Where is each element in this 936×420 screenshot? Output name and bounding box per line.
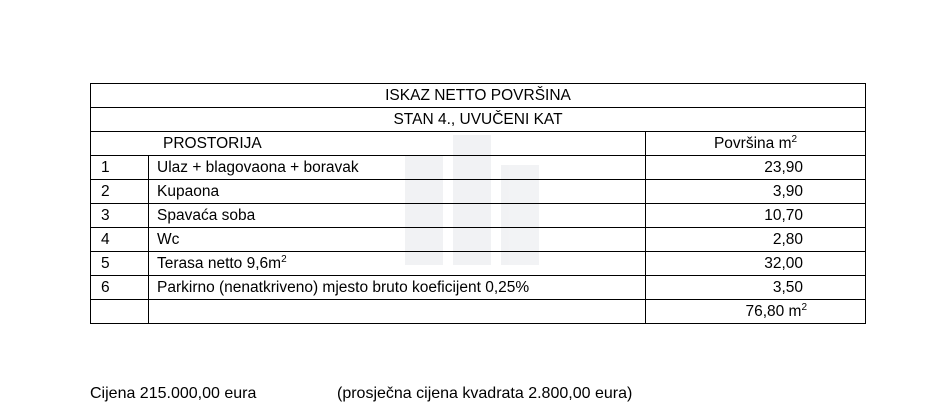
table-row xyxy=(91,180,866,204)
price-text: Cijena 215.000,00 eura xyxy=(90,385,257,402)
row-number: 6 xyxy=(91,276,149,300)
room-area: 10,70 xyxy=(646,204,866,228)
room-area: 3,50 xyxy=(646,276,866,300)
row-number: 2 xyxy=(91,180,149,204)
room-name: Kupaona xyxy=(149,180,646,204)
room-area: 32,00 xyxy=(646,252,866,276)
room-area: 2,80 xyxy=(646,228,866,252)
row-number: 5 xyxy=(91,252,149,276)
table-row xyxy=(91,204,866,228)
table-row xyxy=(91,276,866,300)
row-number: 1 xyxy=(91,156,149,180)
table-row xyxy=(91,156,866,180)
row-number: 3 xyxy=(91,204,149,228)
room-name: Wc xyxy=(149,228,646,252)
room-area: 3,90 xyxy=(646,180,866,204)
room-name: Terasa netto $9,6m^2$ xyxy=(149,252,646,276)
table-total-row xyxy=(91,300,866,324)
area-table xyxy=(90,83,866,324)
room-area: 23,90 xyxy=(646,156,866,180)
room-name: Parkirno (nenatkriveno) mjesto bruto koeficijent 0,25% xyxy=(149,276,646,300)
table-header-row xyxy=(91,132,866,156)
room-name: Ulaz + blagovaona + boravak xyxy=(149,156,646,180)
table-subtitle-row xyxy=(91,108,866,132)
average-price-text: (prosječna cijena kvadrata 2.800,00 eura) xyxy=(337,385,633,402)
table-row xyxy=(91,252,866,276)
table-row xyxy=(91,228,866,252)
room-name: Spavaća soba xyxy=(149,204,646,228)
header-room: PROSTORIJA xyxy=(91,132,646,156)
total-area: 76,80 $m^2$ xyxy=(646,300,866,324)
table-title: ISKAZ NETTO POVRŠINA xyxy=(91,84,866,108)
table-subtitle: STAN 4., UVUČENI KAT xyxy=(91,108,866,132)
header-area: Površina $m^2$ xyxy=(646,132,866,156)
row-number: 4 xyxy=(91,228,149,252)
table-title-row xyxy=(91,84,866,108)
